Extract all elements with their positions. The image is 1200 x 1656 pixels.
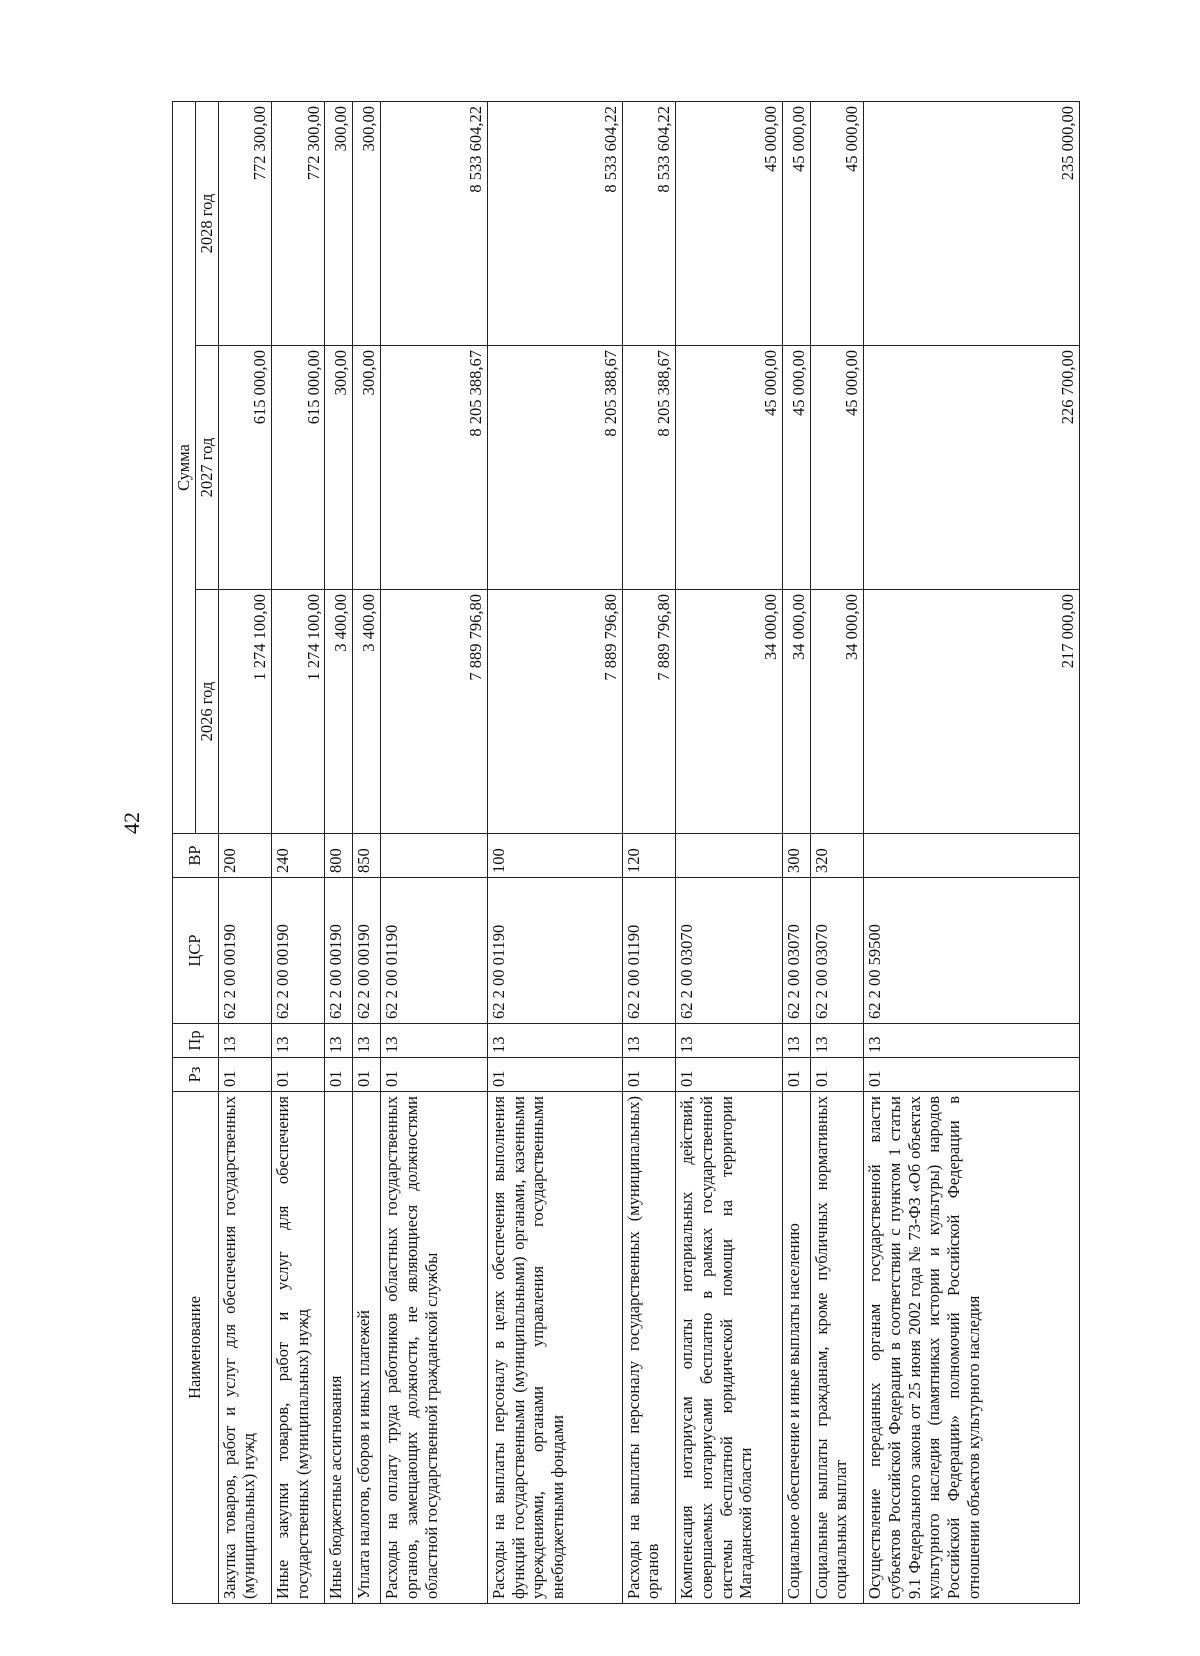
table-row <box>218 102 271 1604</box>
row-rz: 01 <box>863 1058 1079 1092</box>
table-row <box>353 102 381 1604</box>
row-sum-2028: 772 300,00 <box>271 102 324 346</box>
row-name: Компенсация нотариусам оплаты нотариальных действий, совершаемых нотариусами бесплатно в рамках государственной системы бесплатной юридической помощи на территории Магаданской области <box>675 1092 782 1604</box>
row-pr: 13 <box>675 1024 782 1058</box>
row-sum-2027: 615 000,00 <box>271 346 324 590</box>
header-rz: Рз <box>173 1058 219 1092</box>
row-sum-2027: 300,00 <box>325 346 353 590</box>
header-csr: ЦСР <box>173 878 219 1024</box>
row-name: Осуществление переданных органам государственной власти субъектов Российской Федерации в соответствии с пунктом 1 статьи 9.1 Федерального закона от 25 июня 2002 года № 73-ФЗ «Об объектах культурного наследия (памятниках истории и культуры) народов Российской Федерации» полномочий Российской Федерации в отношении объектов культурного наследия <box>863 1092 1079 1604</box>
row-vr <box>863 834 1079 878</box>
row-csr: 62 2 00 03070 <box>675 878 782 1024</box>
rotated-table-sheet <box>172 102 1080 1604</box>
row-sum-2026: 3 400,00 <box>325 590 353 834</box>
row-name: Расходы на выплаты персоналу в целях обеспечения выполнения функций государственными (муниципальными) органами, казенными учреждениями, органами управления государственными внебюджетными фондами <box>487 1092 622 1604</box>
row-sum-2027: 226 700,00 <box>863 346 1079 590</box>
row-vr: 300 <box>782 834 810 878</box>
row-name: Иные бюджетные ассигнования <box>325 1092 353 1604</box>
row-sum-2026: 7 889 796,80 <box>622 590 675 834</box>
row-sum-2027: 45 000,00 <box>675 346 782 590</box>
row-sum-2027: 615 000,00 <box>218 346 271 590</box>
row-sum-2026: 7 889 796,80 <box>381 590 488 834</box>
table-row <box>325 102 353 1604</box>
row-rz: 01 <box>810 1058 863 1092</box>
row-csr: 62 2 00 00190 <box>353 878 381 1024</box>
row-vr: 850 <box>353 834 381 878</box>
row-pr: 13 <box>782 1024 810 1058</box>
row-vr: 120 <box>622 834 675 878</box>
row-pr: 13 <box>325 1024 353 1058</box>
row-sum-2027: 45 000,00 <box>782 346 810 590</box>
row-rz: 01 <box>271 1058 324 1092</box>
row-pr: 13 <box>863 1024 1079 1058</box>
row-rz: 01 <box>381 1058 488 1092</box>
row-vr: 200 <box>218 834 271 878</box>
row-rz: 01 <box>622 1058 675 1092</box>
row-sum-2027: 8 205 388,67 <box>622 346 675 590</box>
row-pr: 13 <box>622 1024 675 1058</box>
row-pr: 13 <box>271 1024 324 1058</box>
header-year-2028: 2028 год <box>195 102 218 346</box>
table-row <box>782 102 810 1604</box>
row-sum-2027: 45 000,00 <box>810 346 863 590</box>
row-vr: 100 <box>487 834 622 878</box>
row-sum-2028: 45 000,00 <box>810 102 863 346</box>
row-vr: 320 <box>810 834 863 878</box>
header-sum: Сумма <box>173 102 196 834</box>
row-sum-2026: 1 274 100,00 <box>271 590 324 834</box>
row-pr: 13 <box>810 1024 863 1058</box>
table-row <box>487 102 622 1604</box>
budget-table <box>172 101 1080 1604</box>
page-number: 42 <box>119 812 144 834</box>
row-vr: 800 <box>325 834 353 878</box>
row-rz: 01 <box>675 1058 782 1092</box>
header-year-2027: 2027 год <box>195 346 218 590</box>
row-name: Расходы на оплату труда работников областных государственных органов, замещающих должности, не являющиеся должностями областной государственной гражданской службы <box>381 1092 488 1604</box>
row-sum-2028: 8 533 604,22 <box>622 102 675 346</box>
row-sum-2026: 7 889 796,80 <box>487 590 622 834</box>
row-name: Социальные выплаты гражданам, кроме публичных нормативных социальных выплат <box>810 1092 863 1604</box>
row-name: Уплата налогов, сборов и иных платежей <box>353 1092 381 1604</box>
row-sum-2028: 8 533 604,22 <box>381 102 488 346</box>
row-csr: 62 2 00 00190 <box>271 878 324 1024</box>
row-sum-2028: 45 000,00 <box>675 102 782 346</box>
row-csr: 62 2 00 00190 <box>325 878 353 1024</box>
table-row <box>622 102 675 1604</box>
header-vr: ВР <box>173 834 219 878</box>
row-sum-2028: 300,00 <box>325 102 353 346</box>
table-row <box>810 102 863 1604</box>
row-pr: 13 <box>487 1024 622 1058</box>
row-sum-2026: 217 000,00 <box>863 590 1079 834</box>
row-sum-2026: 34 000,00 <box>810 590 863 834</box>
row-vr <box>381 834 488 878</box>
row-sum-2026: 34 000,00 <box>675 590 782 834</box>
row-rz: 01 <box>325 1058 353 1092</box>
row-rz: 01 <box>782 1058 810 1092</box>
row-csr: 62 2 00 59500 <box>863 878 1079 1024</box>
row-name: Закупка товаров, работ и услуг для обеспечения государственных (муниципальных) нужд <box>218 1092 271 1604</box>
row-rz: 01 <box>218 1058 271 1092</box>
row-name: Иные закупки товаров, работ и услуг для обеспечения государственных (муниципальных) нужд <box>271 1092 324 1604</box>
row-csr: 62 2 00 03070 <box>782 878 810 1024</box>
row-sum-2028: 45 000,00 <box>782 102 810 346</box>
row-rz: 01 <box>353 1058 381 1092</box>
row-sum-2028: 300,00 <box>353 102 381 346</box>
table-row <box>271 102 324 1604</box>
header-pr: Пр <box>173 1024 219 1058</box>
row-vr: 240 <box>271 834 324 878</box>
row-vr <box>675 834 782 878</box>
row-csr: 62 2 00 01190 <box>622 878 675 1024</box>
table-row <box>675 102 782 1604</box>
row-sum-2026: 34 000,00 <box>782 590 810 834</box>
header-year-2026: 2026 год <box>195 590 218 834</box>
row-sum-2028: 8 533 604,22 <box>487 102 622 346</box>
table-row <box>381 102 488 1604</box>
row-pr: 13 <box>381 1024 488 1058</box>
row-csr: 62 2 00 00190 <box>218 878 271 1024</box>
table-row <box>863 102 1079 1604</box>
row-rz: 01 <box>487 1058 622 1092</box>
row-sum-2027: 300,00 <box>353 346 381 590</box>
row-sum-2027: 8 205 388,67 <box>487 346 622 590</box>
row-pr: 13 <box>218 1024 271 1058</box>
row-name: Расходы на выплаты персоналу государственных (муниципальных) органов <box>622 1092 675 1604</box>
row-csr: 62 2 00 03070 <box>810 878 863 1024</box>
row-name: Социальное обеспечение и иные выплаты населению <box>782 1092 810 1604</box>
header-name: Наименование <box>173 1092 219 1604</box>
row-csr: 62 2 00 01190 <box>487 878 622 1024</box>
row-sum-2027: 8 205 388,67 <box>381 346 488 590</box>
row-csr: 62 2 00 01190 <box>381 878 488 1024</box>
row-pr: 13 <box>353 1024 381 1058</box>
row-sum-2026: 1 274 100,00 <box>218 590 271 834</box>
row-sum-2026: 3 400,00 <box>353 590 381 834</box>
row-sum-2028: 235 000,00 <box>863 102 1079 346</box>
row-sum-2028: 772 300,00 <box>218 102 271 346</box>
